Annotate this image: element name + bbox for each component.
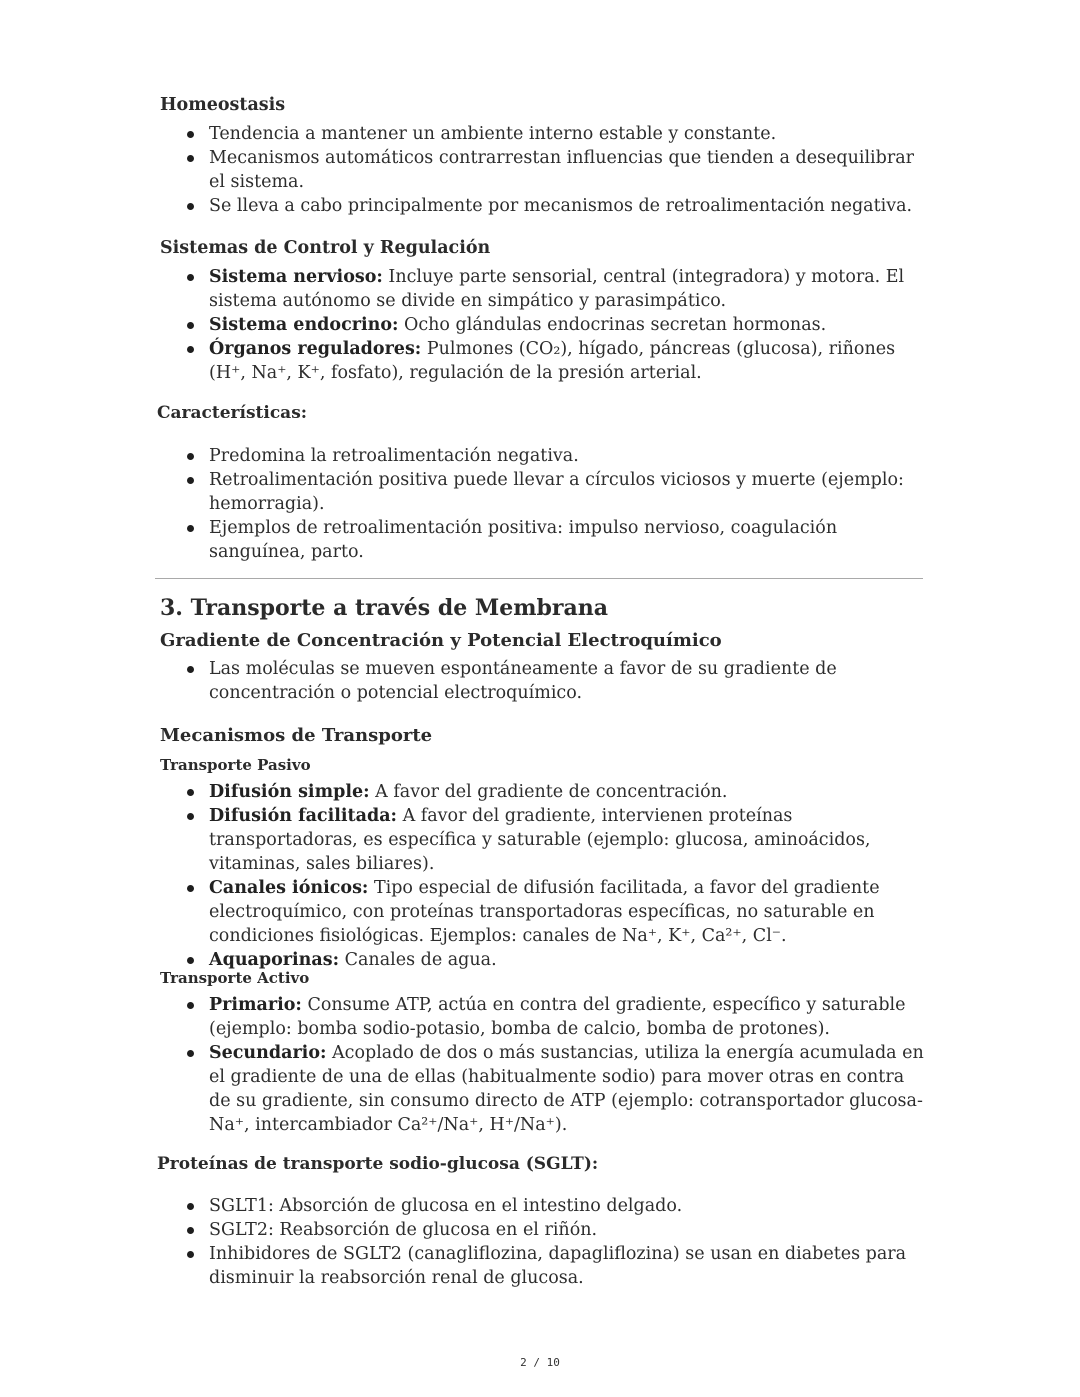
- list-item: Retroalimentación positiva puede llevar a círculos viciosos y muerte (ejemplo: hemorragia).: [0, 468, 1080, 516]
- term: Órganos reguladores:: [209, 339, 422, 359]
- list-item: [0, 337, 1080, 385]
- activo-heading: Transporte Activo: [160, 969, 310, 987]
- list-item: Inhibidores de SGLT2 (canagliflozina, dapagliflozina) se usan en diabetes para disminuir la reabsorción renal de glucosa.: [0, 1242, 1080, 1290]
- description: Canales de agua.: [339, 950, 497, 970]
- caracteristicas-label: Características:: [157, 403, 308, 423]
- term: Difusión facilitada:: [209, 806, 397, 826]
- pasivo-heading: Transporte Pasivo: [160, 756, 311, 774]
- list-item: [0, 780, 1080, 804]
- description: A favor del gradiente de concentración.: [369, 782, 728, 802]
- description: Acoplado de dos o más sustancias, utiliza la energía acumulada en el gradiente de una de ellas (habitualmente sodio) para mover otras en contra de su gradiente, sin consumo directo de ATP (ejemplo: cotransportador glucosa-Na⁺, intercambiador Ca²⁺/Na⁺, H⁺/Na⁺).: [209, 1043, 924, 1135]
- list-item: [0, 265, 1080, 313]
- list-item: [0, 993, 1080, 1041]
- term: Aquaporinas:: [209, 950, 340, 970]
- term: Canales iónicos:: [209, 878, 369, 898]
- description: Consume ATP, actúa en contra del gradiente, específico y saturable (ejemplo: bomba sodio-potasio, bomba de calcio, bomba de protones).: [209, 995, 906, 1039]
- description: Tipo especial de difusión facilitada, a favor del gradiente electroquímico, con proteínas transportadoras específicas, no saturable en condiciones fisiológicas. Ejemplos: canales de Na⁺, K⁺, Ca²⁺, Cl⁻.: [209, 878, 880, 946]
- list-item: SGLT2: Reabsorción de glucosa en el riñón.: [0, 1218, 1080, 1242]
- list-item: Ejemplos de retroalimentación positiva: impulso nervioso, coagulación sanguínea, parto.: [0, 516, 1080, 564]
- list-item: [0, 313, 1080, 337]
- mecanismos-heading: Mecanismos de Transporte: [160, 725, 433, 746]
- sglt-label: Proteínas de transporte sodio-glucosa (SGLT):: [157, 1154, 599, 1174]
- list-item: [0, 876, 1080, 948]
- description: Pulmones (CO₂), hígado, páncreas (glucosa), riñones (H⁺, Na⁺, K⁺, fosfato), regulación de la presión arterial.: [209, 339, 896, 383]
- caracteristicas-list: [0, 444, 1080, 564]
- gradiente-heading: Gradiente de Concentración y Potencial Electroquímico: [160, 630, 722, 651]
- sglt-list: [0, 1194, 1080, 1290]
- list-item: [0, 804, 1080, 876]
- activo-list: [0, 993, 1080, 1137]
- section-title: 3. Transporte a través de Membrana: [160, 595, 608, 621]
- term: Primario:: [209, 995, 302, 1015]
- description: Incluye parte sensorial, central (integradora) y motora. El sistema autónomo se divide en simpático y parasimpático.: [209, 267, 905, 311]
- list-item: Mecanismos automáticos contrarrestan influencias que tienden a desequilibrar el sistema.: [0, 146, 1080, 194]
- list-item: Tendencia a mantener un ambiente interno estable y constante.: [0, 122, 1080, 146]
- control-heading: Sistemas de Control y Regulación: [160, 238, 491, 258]
- page-number: 2 / 10: [520, 1356, 560, 1369]
- gradiente-list: [0, 657, 1080, 705]
- list-item: Se lleva a cabo principalmente por mecanismos de retroalimentación negativa.: [0, 194, 1080, 218]
- section-divider: [155, 578, 923, 579]
- list-item: Las moléculas se mueven espontáneamente a favor de su gradiente de concentración o potencial electroquímico.: [0, 657, 1080, 705]
- description: A favor del gradiente, intervienen proteínas transportadoras, es específica y saturable (ejemplo: glucosa, aminoácidos, vitaminas, sales biliares).: [209, 806, 871, 874]
- homeostasis-heading: Homeostasis: [160, 95, 286, 115]
- list-item: Predomina la retroalimentación negativa.: [0, 444, 1080, 468]
- list-item: [0, 1041, 1080, 1137]
- pasivo-list: [0, 780, 1080, 972]
- homeostasis-list: [0, 122, 1080, 218]
- description: Ocho glándulas endocrinas secretan hormonas.: [398, 315, 827, 335]
- list-item: SGLT1: Absorción de glucosa en el intestino delgado.: [0, 1194, 1080, 1218]
- term: Difusión simple:: [209, 782, 370, 802]
- term: Sistema endocrino:: [209, 315, 399, 335]
- term: Sistema nervioso:: [209, 267, 383, 287]
- control-list: [0, 265, 1080, 385]
- term: Secundario:: [209, 1043, 327, 1063]
